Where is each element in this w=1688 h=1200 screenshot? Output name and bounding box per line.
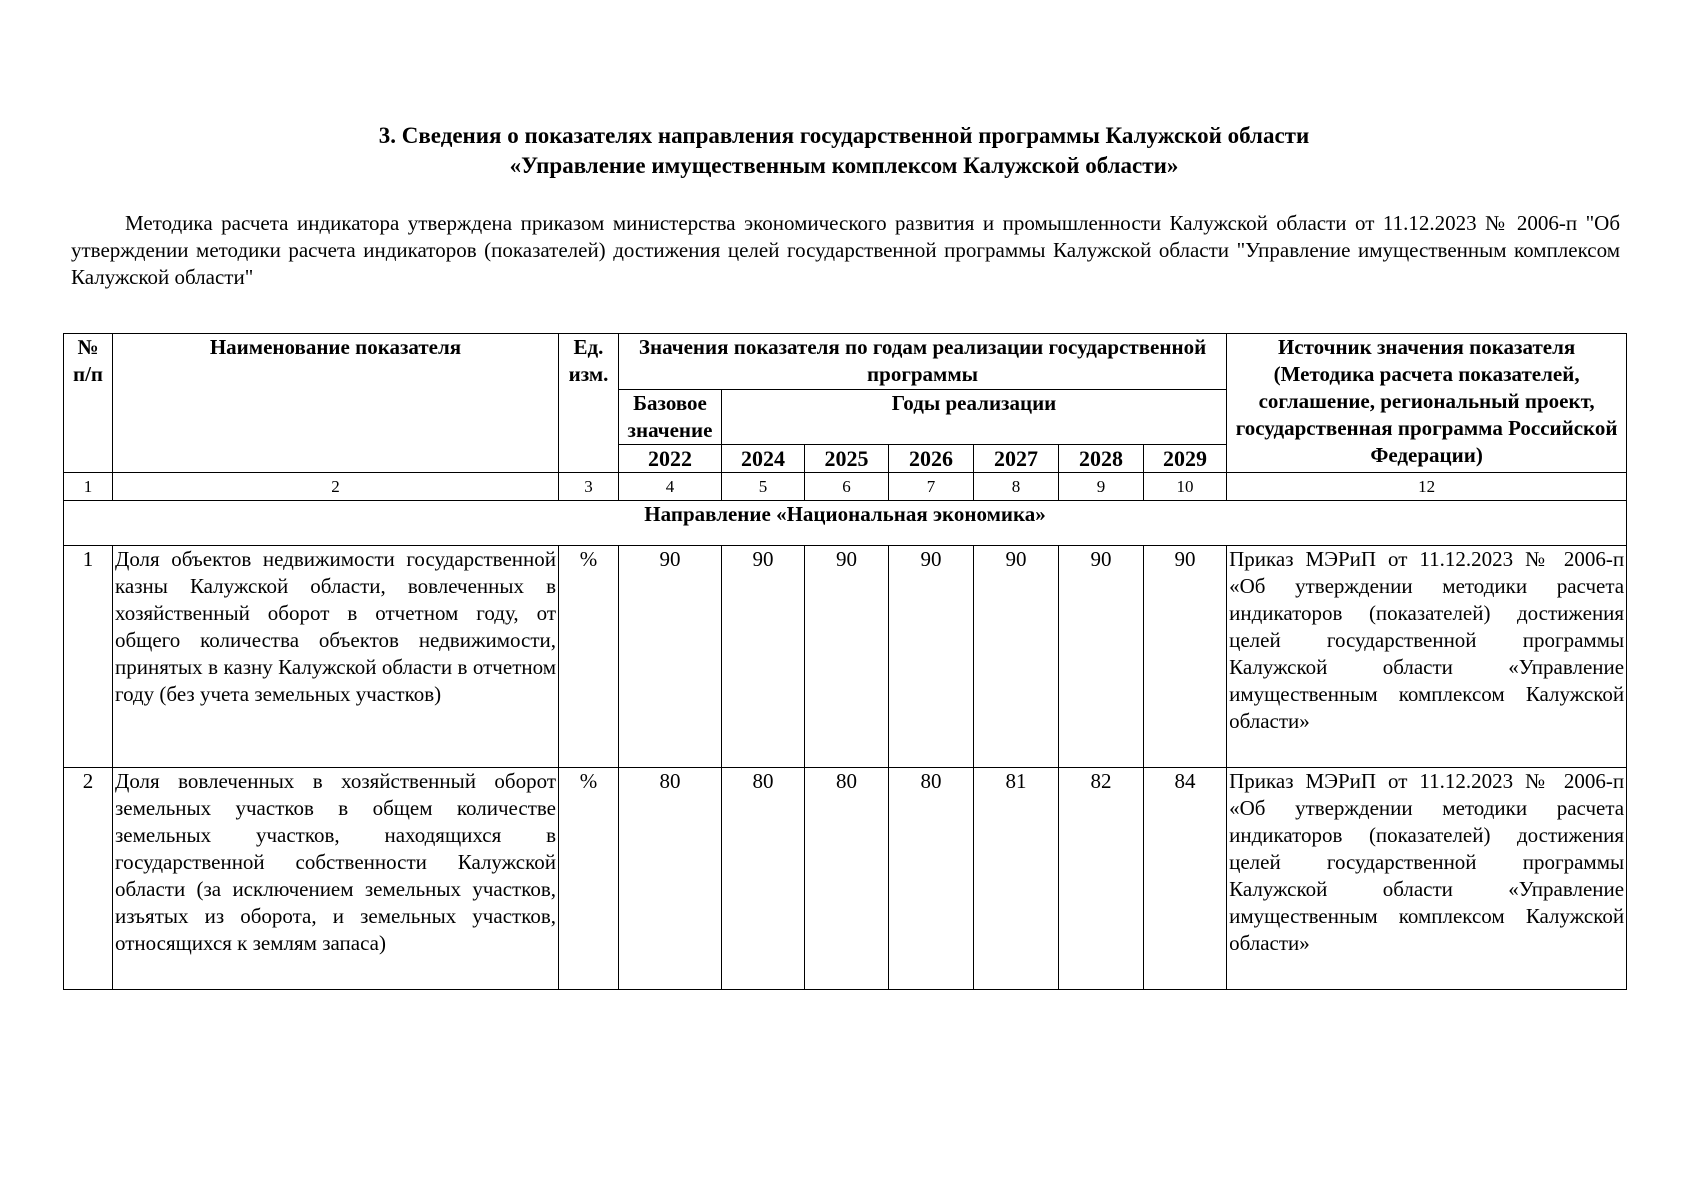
table-row xyxy=(64,768,1627,990)
header-name: Наименование показателя xyxy=(113,334,559,473)
column-number: 6 xyxy=(805,473,889,501)
indicator-value: 84 xyxy=(1144,768,1227,990)
indicator-unit: % xyxy=(559,546,619,768)
header-unit: Ед. изм. xyxy=(559,334,619,473)
header-year: 2029 xyxy=(1144,445,1227,473)
column-number: 12 xyxy=(1227,473,1627,501)
header-year: 2024 xyxy=(722,445,805,473)
indicator-value: 80 xyxy=(805,768,889,990)
indicator-value: 90 xyxy=(1144,546,1227,768)
table-row xyxy=(64,546,1627,768)
title-line-2: «Управление имущественным комплексом Калужской области» xyxy=(509,153,1179,178)
section-title: Направление «Национальная экономика» xyxy=(64,501,1627,546)
header-year: 2025 xyxy=(805,445,889,473)
indicator-source: Приказ МЭРиП от 11.12.2023 № 2006-п «Об утверждении методики расчета индикаторов (показателей) достижения целей государственной программы Калужской области «Управление имущественным комплексом Калужской области» xyxy=(1227,768,1627,990)
indicator-value: 90 xyxy=(722,546,805,768)
header-source: Источник значения показателя (Методика расчета показателей, соглашение, региональный проект, государственная программа Российской Федерации) xyxy=(1227,334,1627,473)
header-num: № п/п xyxy=(64,334,113,473)
indicator-value: 80 xyxy=(722,768,805,990)
header-values-group: Значения показателя по годам реализации государственной программы xyxy=(619,334,1227,390)
header-year: 2026 xyxy=(889,445,974,473)
section-row xyxy=(64,501,1627,546)
row-number: 1 xyxy=(64,546,113,768)
indicator-name: Доля вовлеченных в хозяйственный оборот земельных участков в общем количестве земельных участков, находящихся в государственной собственности Калужской области (за исключением земельных участков, изъятых из оборота, и земельных участков, относящихся к землям запаса) xyxy=(113,768,559,990)
indicator-value: 81 xyxy=(974,768,1059,990)
indicator-source: Приказ МЭРиП от 11.12.2023 № 2006-п «Об утверждении методики расчета индикаторов (показателей) достижения целей государственной программы Калужской области «Управление имущественным комплексом Калужской области» xyxy=(1227,546,1627,768)
column-numbers-row xyxy=(64,473,1627,501)
column-number: 4 xyxy=(619,473,722,501)
indicator-value: 90 xyxy=(1059,546,1144,768)
document-title xyxy=(64,121,1624,181)
header-year: 2027 xyxy=(974,445,1059,473)
column-number: 5 xyxy=(722,473,805,501)
indicator-value: 90 xyxy=(619,546,722,768)
indicator-name: Доля объектов недвижимости государственной казны Калужской области, вовлеченных в хозяйственный оборот в отчетном году, от общего количества объектов недвижимости, принятых в казну Калужской области в отчетном году (без учета земельных участков) xyxy=(113,546,559,768)
indicators-table xyxy=(63,333,1627,990)
header-base: Базовое значение xyxy=(619,390,722,445)
column-number: 8 xyxy=(974,473,1059,501)
column-number: 3 xyxy=(559,473,619,501)
column-number: 1 xyxy=(64,473,113,501)
header-years-group: Годы реализации xyxy=(722,390,1227,445)
column-number: 7 xyxy=(889,473,974,501)
column-number: 2 xyxy=(113,473,559,501)
row-number: 2 xyxy=(64,768,113,990)
indicator-value: 90 xyxy=(889,546,974,768)
title-line-1: 3. Сведения о показателях направления государственной программы Калужской области xyxy=(378,123,1310,148)
indicator-value: 90 xyxy=(805,546,889,768)
indicator-unit: % xyxy=(559,768,619,990)
indicator-value: 80 xyxy=(619,768,722,990)
column-number: 10 xyxy=(1144,473,1227,501)
header-year: 2028 xyxy=(1059,445,1144,473)
header-year: 2022 xyxy=(619,445,722,473)
indicator-value: 80 xyxy=(889,768,974,990)
intro-paragraph: Методика расчета индикатора утверждена приказом министерства экономического развития и промышленности Калужской области от 11.12.2023 № 2006-п "Об утверждении методики расчета индикаторов (показателей) достижения целей государственной программы Калужской области "Управление имущественным комплексом Калужской области" xyxy=(71,211,1620,289)
column-number: 9 xyxy=(1059,473,1144,501)
indicator-value: 82 xyxy=(1059,768,1144,990)
indicator-value: 90 xyxy=(974,546,1059,768)
